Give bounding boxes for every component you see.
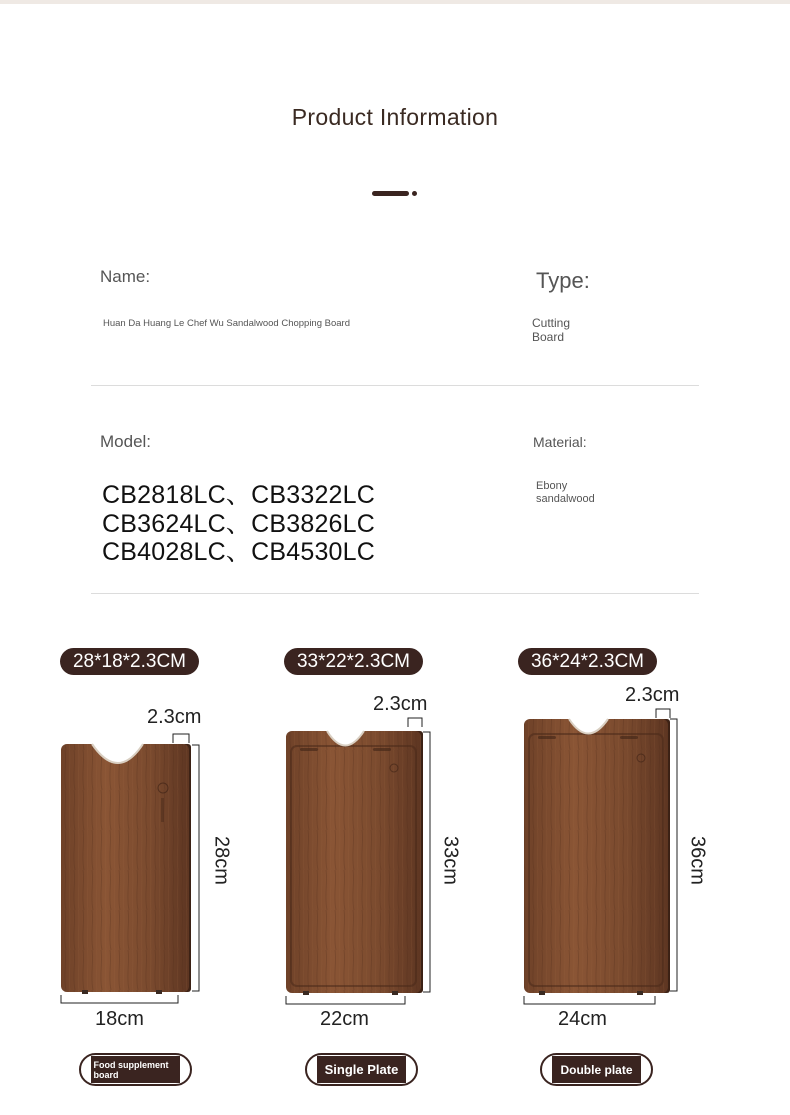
board-2-size-pill: 33*22*2.3CM	[284, 648, 423, 675]
name-label: Name:	[100, 267, 151, 286]
board-1-thickness: 2.3cm	[147, 706, 202, 728]
board-3-size-pill: 36*24*2.3CM	[518, 648, 657, 675]
material-value: Ebony sandalwood	[536, 480, 595, 505]
board-1-image	[61, 744, 191, 994]
board-2-type-tag	[305, 1053, 418, 1086]
model-list	[102, 481, 375, 567]
type-label: Type:	[536, 268, 590, 293]
divider	[91, 385, 699, 386]
board-2-width: 22cm	[320, 1008, 369, 1030]
board-1-size-pill: 28*18*2.3CM	[60, 648, 199, 675]
top-strip	[0, 0, 790, 4]
board-1-width: 18cm	[95, 1008, 144, 1030]
board-3-thickness: 2.3cm	[625, 684, 680, 706]
model-line: CB3624LC、CB3826LC	[102, 509, 376, 538]
page-title: Product Information	[291, 104, 499, 130]
board-3-type-label: Double plate	[560, 1062, 633, 1077]
board-comparison	[0, 630, 790, 1115]
board-3-type-tag	[540, 1053, 653, 1086]
model-line: CB2818LC、CB3322LC	[102, 481, 376, 509]
board-3-image	[524, 719, 670, 995]
board-3-width: 24cm	[558, 1008, 607, 1030]
title-accent-dot	[412, 191, 417, 196]
board-3-height: 36cm	[686, 836, 709, 885]
board-2-image	[286, 731, 423, 995]
model-label: Model:	[100, 432, 152, 451]
board-2-type-label: Single Plate	[324, 1062, 399, 1077]
type-value: Cutting Board	[532, 316, 571, 344]
model-line: CB4028LC、CB4530LC	[102, 538, 376, 566]
board-1-type-label: Food supplement board	[93, 1059, 169, 1080]
board-1-type-tag	[79, 1053, 192, 1086]
board-1-height: 28cm	[210, 836, 233, 885]
material-label: Material:	[533, 434, 587, 450]
name-value: Huan Da Huang Le Chef Wu Sandalwood Chopping Board	[103, 318, 350, 329]
title-accent-bar	[372, 191, 409, 196]
board-2-height: 33cm	[439, 836, 462, 885]
divider	[91, 593, 699, 594]
board-2-thickness: 2.3cm	[373, 693, 428, 715]
